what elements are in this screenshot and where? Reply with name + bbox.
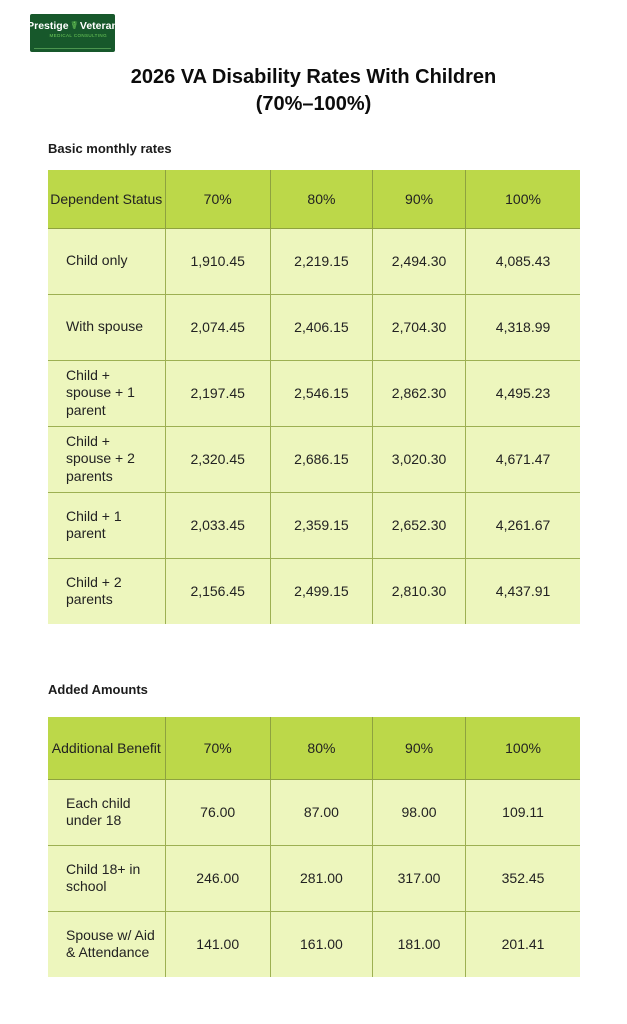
rate-cell: 141.00 [165,911,270,977]
logo-divider [34,48,111,49]
table-header-row [48,170,580,228]
rate-cell: 2,219.15 [270,228,372,294]
table-row [48,492,580,558]
rate-cell: 76.00 [165,779,270,845]
rate-cell: 2,862.30 [373,360,466,426]
rate-cell: 87.00 [270,779,372,845]
row-label: Spouse w/ Aid & Attendance [48,911,165,977]
row-label: Child + 2 parents [48,558,165,624]
row-label: Child + 1 parent [48,492,165,558]
rate-cell: 2,810.30 [373,558,466,624]
rate-cell: 2,033.45 [165,492,270,558]
rate-cell: 2,359.15 [270,492,372,558]
rate-cell: 4,495.23 [466,360,580,426]
logo-brand-first: Prestige [27,20,69,32]
column-header-dependent-status: Dependent Status [48,170,165,228]
column-header-100: 100% [466,170,580,228]
rate-cell: 4,437.91 [466,558,580,624]
rate-cell: 352.45 [466,845,580,911]
table-header-row [48,717,580,779]
table-row [48,360,580,426]
row-label: With spouse [48,294,165,360]
rate-cell: 2,406.15 [270,294,372,360]
rate-cell: 317.00 [373,845,466,911]
row-label: Child only [48,228,165,294]
rate-cell: 2,320.45 [165,426,270,492]
row-label: Child + spouse + 2 parents [48,426,165,492]
table-row [48,779,580,845]
column-header-70: 70% [165,170,270,228]
table-row [48,845,580,911]
rate-cell: 2,652.30 [373,492,466,558]
rate-cell: 2,074.45 [165,294,270,360]
rate-cell: 4,085.43 [466,228,580,294]
column-header-90: 90% [373,717,466,779]
table-row [48,911,580,977]
rate-cell: 161.00 [270,911,372,977]
rate-cell: 181.00 [373,911,466,977]
rate-cell: 4,318.99 [466,294,580,360]
added-amounts-table [48,717,580,977]
table-row [48,426,580,492]
rate-cell: 3,020.30 [373,426,466,492]
rate-cell: 2,499.15 [270,558,372,624]
logo [27,14,118,52]
rate-cell: 2,546.15 [270,360,372,426]
rate-cell: 281.00 [270,845,372,911]
logo-tagline: MEDICAL CONSULTING [49,33,107,38]
column-header-90: 90% [373,170,466,228]
rate-cell: 4,671.47 [466,426,580,492]
caduceus-icon: ☤ [70,20,78,32]
column-header-80: 80% [270,717,372,779]
column-header-100: 100% [466,717,580,779]
rate-cell: 2,156.45 [165,558,270,624]
basic-rates-table [48,170,580,624]
table-row [48,294,580,360]
rate-cell: 4,261.67 [466,492,580,558]
table-row [48,558,580,624]
rate-cell: 2,704.30 [373,294,466,360]
page-title-line1: 2026 VA Disability Rates With Children [130,66,497,88]
column-header-80: 80% [270,170,372,228]
rate-cell: 2,197.45 [165,360,270,426]
column-header-70: 70% [165,717,270,779]
rate-cell: 1,910.45 [165,228,270,294]
rate-cell: 246.00 [165,845,270,911]
section-label-added-amounts: Added Amounts [48,682,148,697]
row-label: Child 18+ in school [48,845,165,911]
page-title-line2: (70%–100%) [255,93,372,115]
table-row [48,228,580,294]
rate-cell: 2,494.30 [373,228,466,294]
rate-cell: 109.11 [466,779,580,845]
logo-brand-second: Veteran [79,20,118,32]
row-label: Each child under 18 [48,779,165,845]
row-label: Child + spouse + 1 parent [48,360,165,426]
rate-cell: 98.00 [373,779,466,845]
column-header-additional-benefit: Additional Benefit [48,717,165,779]
logo-brand [27,20,118,32]
rate-cell: 201.41 [466,911,580,977]
rate-cell: 2,686.15 [270,426,372,492]
page-title [0,64,627,118]
section-label-basic-rates: Basic monthly rates [48,141,172,156]
